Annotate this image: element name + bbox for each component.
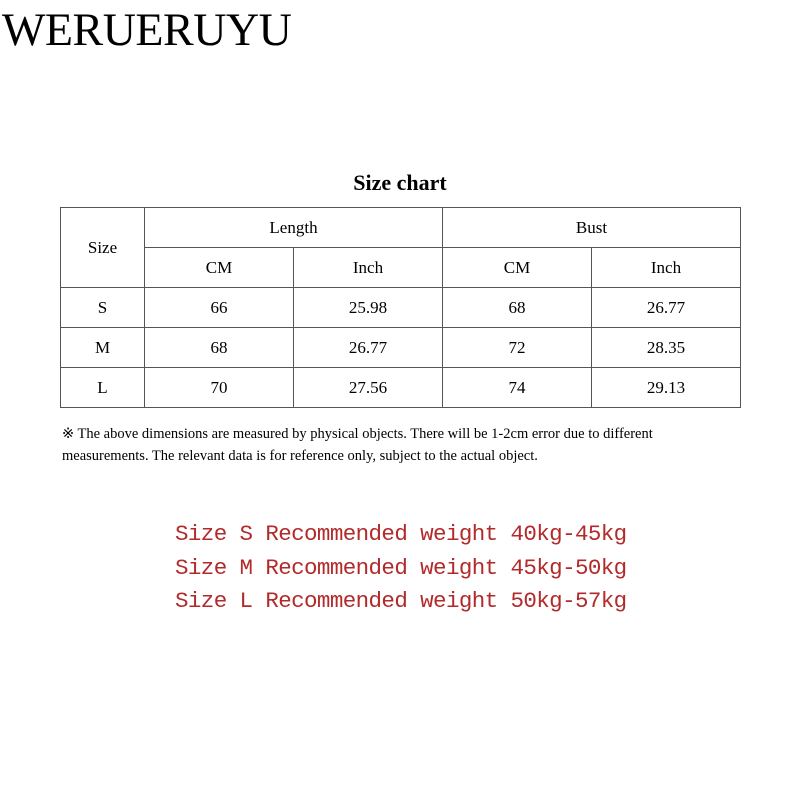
size-cell: L (61, 368, 145, 408)
size-cell: S (61, 288, 145, 328)
size-chart-table (60, 207, 741, 408)
length-cm-cell: 70 (145, 368, 294, 408)
bust-cm-cell: 72 (443, 328, 592, 368)
bust-inch-cell: 29.13 (592, 368, 741, 408)
table-row (61, 288, 741, 328)
table-header-row (61, 208, 741, 248)
bust-group-header: Bust (443, 208, 741, 248)
measurement-note: ※ The above dimensions are measured by physical objects. There will be 1-2cm error due to different measurements. The relevant data is for reference only, subject to the actual object. (62, 426, 653, 464)
bust-cm-cell: 68 (443, 288, 592, 328)
table-row (61, 328, 741, 368)
brand-logo-text: WERUERUYU (2, 3, 292, 56)
recommendation-size-s: Size S Recommended weight 40kg-45kg (175, 521, 627, 547)
size-chart-title: Size chart (353, 170, 447, 195)
size-column-header: Size (61, 208, 145, 288)
length-group-header: Length (145, 208, 443, 248)
length-inch-cell: 25.98 (294, 288, 443, 328)
bust-inch-cell: 26.77 (592, 288, 741, 328)
table-subheader-row (61, 248, 741, 288)
length-cm-header: CM (145, 248, 294, 288)
table-row (61, 368, 741, 408)
bust-cm-header: CM (443, 248, 592, 288)
recommendation-size-l: Size L Recommended weight 50kg-57kg (175, 588, 627, 614)
length-cm-cell: 66 (145, 288, 294, 328)
length-inch-cell: 27.56 (294, 368, 443, 408)
recommendation-size-m: Size M Recommended weight 45kg-50kg (175, 554, 627, 581)
size-cell: M (61, 328, 145, 368)
length-cm-cell: 68 (145, 328, 294, 368)
bust-inch-cell: 28.35 (592, 328, 741, 368)
length-inch-cell: 26.77 (294, 328, 443, 368)
bust-cm-cell: 74 (443, 368, 592, 408)
length-inch-header: Inch (294, 248, 443, 288)
bust-inch-header: Inch (592, 248, 741, 288)
weight-recommendations (175, 518, 627, 619)
